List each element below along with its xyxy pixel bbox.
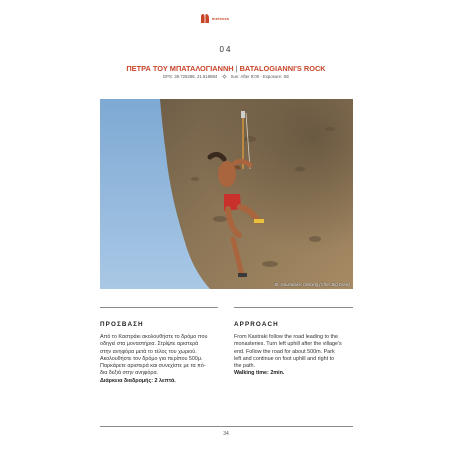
english-line: monasteries. Turn left uphill after the village's: [234, 341, 342, 348]
english-line: left and continue on foot uphill and right to: [234, 355, 335, 362]
brand-name: meteora: [212, 16, 229, 21]
footer-rule: [100, 426, 353, 427]
route-title: [0, 64, 452, 73]
climbing-photo-image: [100, 99, 353, 289]
english-line: From Kastraki follow the road leading to the: [234, 334, 338, 340]
route-number: 04: [219, 45, 233, 54]
greek-section-rule: [100, 307, 218, 308]
english-section-rule: [234, 307, 353, 308]
greek-line: οδηγεί στα μοναστήρια. Στρίψτε αριστερά: [100, 341, 199, 348]
english-section-heading: APPROACH: [234, 321, 279, 328]
gps-coordinates: GPS: 39.725288, 21.619884: [162, 74, 218, 79]
greek-line: Ακολουθήστε τον δρόμο για περίπου 500μ.: [100, 355, 203, 362]
header-brand: [201, 14, 229, 23]
greek-approach-text: [100, 334, 218, 385]
page-number: 34: [223, 431, 229, 437]
climbing-photo: [100, 99, 353, 289]
greek-walking-time: Διάρκεια διαδρομής: 2 λεπτά.: [100, 377, 176, 384]
route-title-greek: ΠΕΤΡΑ ΤΟΥ ΜΠΑΤΑΛΟΓΙΑΝΝΗ: [126, 64, 234, 73]
sun-icon: [222, 74, 227, 79]
route-meta: [0, 74, 452, 79]
title-separator: |: [235, 64, 238, 73]
sun-exposure: Sun: After 9:00 - Exposure: SE: [230, 74, 290, 79]
english-line: end. Follow the road for about 500m. Park: [234, 348, 335, 355]
english-walking-time: Walking time: 2min.: [234, 370, 285, 377]
greek-line: Από το Καστράκι ακολουθήστε το δρόμο που: [100, 334, 208, 340]
greek-line: δια δεξιά στην ανηφόρα.: [100, 370, 159, 377]
english-line: the path.: [234, 363, 255, 370]
greek-line: στην ανηφόρα μετά το τέλος του χωριού.: [100, 348, 197, 355]
greek-section-heading: ΠΡΟΣΒΑΣΗ: [100, 321, 144, 328]
greek-line: Παρκάρετε αριστερά και συνεχίστε με τα πό-: [100, 363, 206, 370]
english-approach-text: [234, 334, 353, 378]
brand-logo-icon: [201, 14, 209, 23]
route-title-english: BATALOGIANNI'S ROCK: [239, 64, 326, 73]
photo-credit: St. Gounalakis climbing (Chris Big Draw): [274, 282, 350, 287]
